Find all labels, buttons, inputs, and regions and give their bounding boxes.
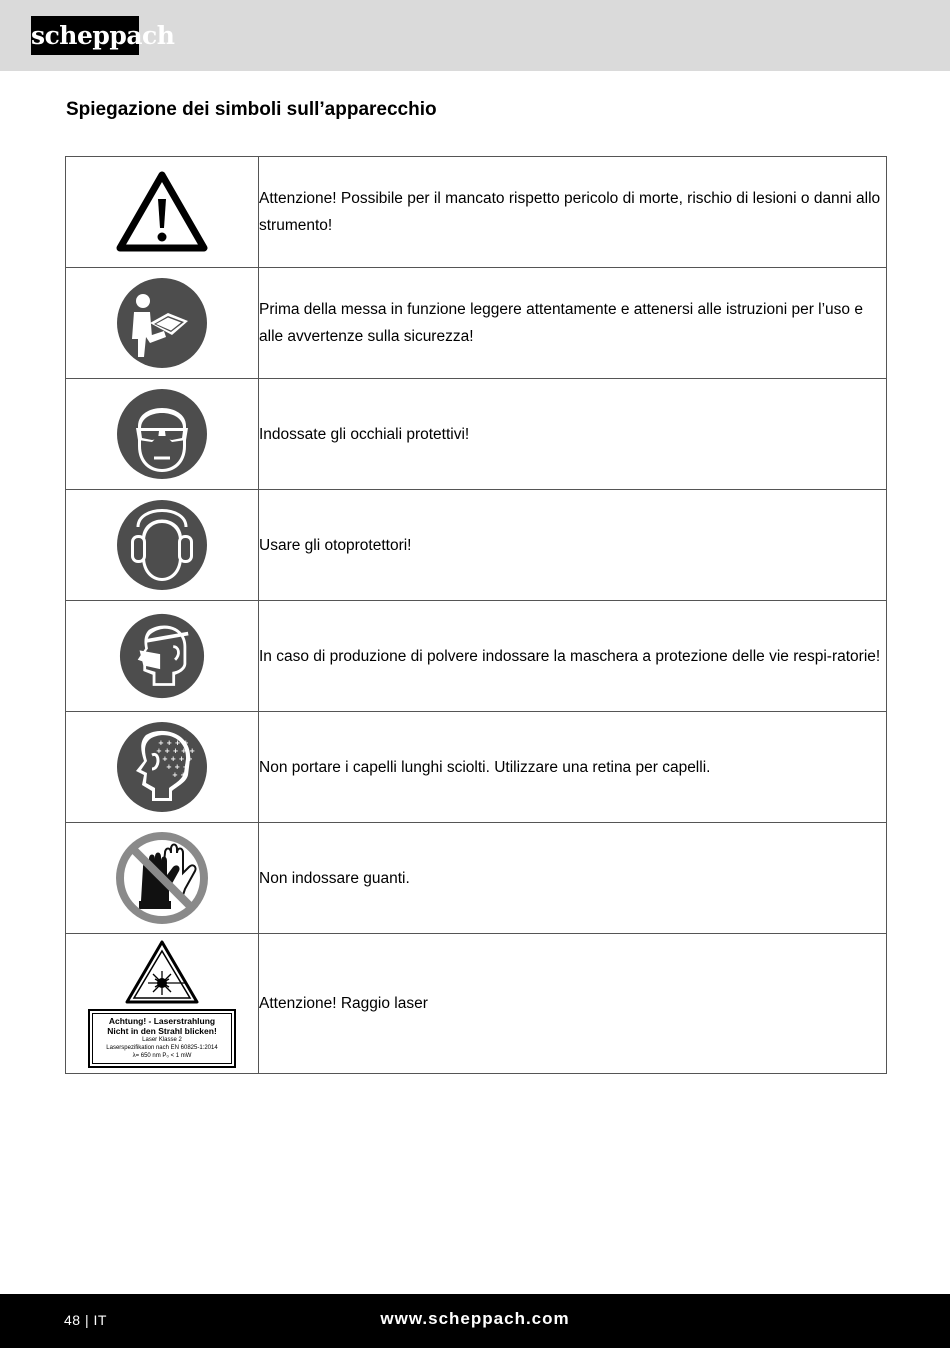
no-gloves-icon [113,829,211,927]
page-title: Spiegazione dei simboli sull’apparecchio [66,99,437,120]
safety-goggles-icon [116,388,208,480]
laser-label-line: λ= 650 nm P₀ < 1 mW [132,1053,192,1059]
table-row [66,157,887,268]
hair-net-icon [116,721,208,813]
table-row [66,379,887,490]
warning-triangle-icon [116,171,208,253]
table-row [66,823,887,934]
table-row [66,934,887,1074]
description-cell: Attenzione! Raggio laser [259,934,887,1074]
website-link[interactable]: www.scheppach.com [380,1309,570,1328]
footer [0,1294,950,1348]
description-cell: Non indossare guanti. [259,823,887,934]
laser-label-line: Nicht in den Strahl blicken! [107,1026,217,1036]
ear-protection-icon [116,499,208,591]
table-row [66,712,887,823]
description-cell: Indossate gli occhiali protettivi! [259,379,887,490]
symbols-table [65,156,887,1074]
description-cell: Attenzione! Possibile per il mancato rispetto pericolo di morte, rischio di lesioni o danni allo strumento! [259,157,887,268]
symbol-cell [66,157,259,268]
svg-text:+ + + +: + + + + [158,739,189,747]
laser-label-line: Laserspezifikation nach EN 60825-1:2014 [106,1045,218,1051]
symbol-cell [66,490,259,601]
symbol-cell [66,712,259,823]
table-row [66,268,887,379]
description-cell: In caso di produzione di polvere indossare la maschera a protezione delle vie respi-ratorie! [259,601,887,712]
header-band [0,0,950,71]
description-cell: Prima della messa in funzione leggere attentamente e attenersi alle istruzioni per l’uso e alle avvertenze sulla sicurezza! [259,268,887,379]
description-cell: Non portare i capelli lunghi sciolti. Utilizzare una retina per capelli. [259,712,887,823]
symbol-cell [66,823,259,934]
page-number: 48 | IT [64,1312,107,1328]
laser-label-line: Achtung! - Laserstrahlung [108,1016,216,1026]
svg-text:+ + +: + + + [166,763,189,771]
symbol-cell [66,601,259,712]
table-row [66,601,887,712]
symbol-cell [66,934,259,1074]
svg-text:+ + + +: + + + + [162,755,193,763]
svg-text:+ +: + + [172,771,187,779]
dust-mask-icon [119,613,205,699]
description-cell: Usare gli otoprotettori! [259,490,887,601]
symbol-cell [66,268,259,379]
laser-class-label [88,1009,236,1068]
svg-text:+ + + + +: + + + + + [156,747,196,755]
read-manual-icon [116,277,208,369]
scheppach-logo: scheppach [31,16,139,55]
laser-label-line: Laser Klasse 2 [142,1037,182,1043]
symbol-cell [66,379,259,490]
table-row [66,490,887,601]
laser-warning-icon [124,939,200,1005]
